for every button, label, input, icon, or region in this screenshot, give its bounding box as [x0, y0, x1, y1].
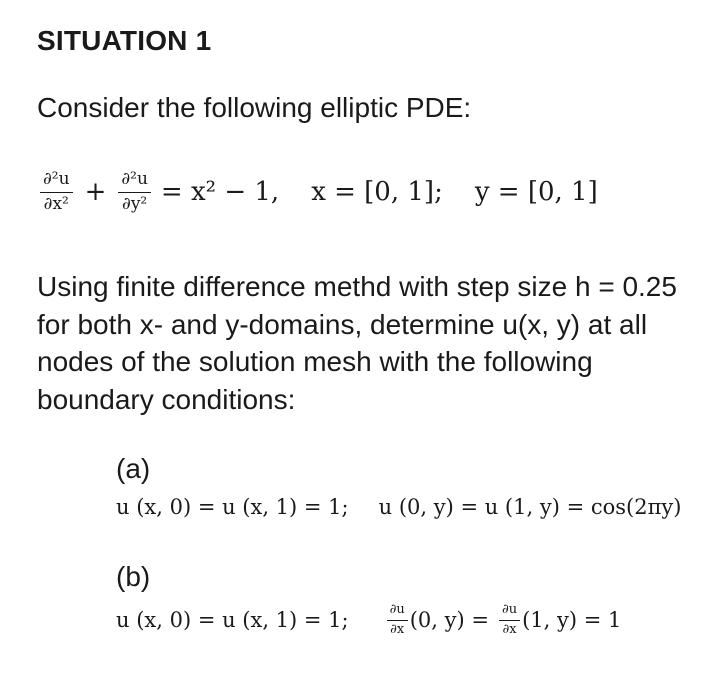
case-b-bc-horizontal: u (x, 0) = u (x, 1) = 1;	[116, 608, 349, 632]
case-b-bc-left-args: (0, y) =	[409, 608, 489, 632]
x-domain: x = [0, 1];	[311, 177, 443, 207]
fraction-denominator: ∂x²	[43, 193, 69, 214]
situation-title: SITUATION 1	[37, 25, 212, 56]
fraction-numerator: ∂²u	[40, 170, 73, 193]
case-a-boundary-conditions	[116, 492, 681, 522]
pde-equation	[38, 160, 598, 224]
fraction-numerator: ∂²u	[118, 170, 151, 193]
y-domain: y = [0, 1]	[474, 177, 598, 207]
plus-operator: +	[84, 177, 107, 207]
d2u-dx2-fraction	[40, 170, 73, 214]
case-a-bc-vertical: u (0, y) = u (1, y) = cos(2πy)	[378, 495, 682, 519]
du-dx-fraction-right	[499, 603, 520, 638]
case-b-bc-right-args: (1, y) = 1	[522, 608, 622, 632]
du-dx-fraction-left	[387, 603, 408, 638]
pde-rhs: = x² − 1,	[160, 177, 280, 207]
case-a-label: (a)	[116, 453, 151, 484]
instructions-paragraph: Using finite difference methd with step size h = 0.25 for both x- and y-domains, determine u(x, y) at all nodes of the solution mesh with the following boundary conditions:	[37, 271, 677, 415]
fraction-numerator: ∂u	[499, 603, 520, 621]
fraction-denominator: ∂x	[502, 621, 517, 637]
case-b-boundary-conditions	[116, 600, 621, 640]
case-a-bc-horizontal: u (x, 0) = u (x, 1) = 1;	[116, 495, 349, 519]
fraction-numerator: ∂u	[387, 603, 408, 621]
fraction-denominator: ∂x	[390, 621, 405, 637]
d2u-dy2-fraction	[118, 170, 151, 214]
intro-text: Consider the following elliptic PDE:	[37, 92, 472, 123]
case-b-label: (b)	[116, 561, 151, 592]
fraction-denominator: ∂y²	[122, 193, 148, 214]
